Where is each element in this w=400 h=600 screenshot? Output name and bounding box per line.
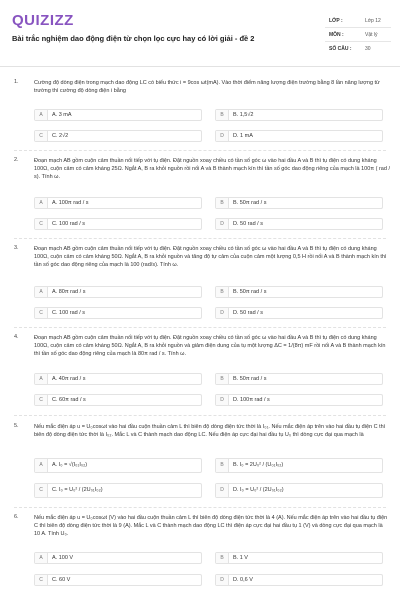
option-a[interactable] [34, 197, 202, 209]
question-text: Đoạn mạch AB gồm cuộn cảm thuần nối tiếp với tụ điện. Đặt nguồn xoay chiều có tần số góc ω vào hai đầu A và B thì tụ điện có dung kháng 100Ω, cuộn cảm có cảm kháng 50Ω. Ngắt A, B ra khỏi nguồn và giảm điện dung của tụ một lượng ΔC = 1/(8π) mF rồi nối A và B thành mạch kín thì tần số góc dao động riêng của mạch là 80π rad / s. Tính ω. [34, 335, 386, 357]
option-b[interactable] [215, 458, 383, 473]
question-number: 3. [14, 245, 19, 251]
question-divider [14, 150, 386, 151]
option-d[interactable] [215, 394, 383, 406]
option-text: D. 0,6 V [233, 577, 253, 583]
option-text: B. 1 V [233, 555, 248, 561]
option-text: C. 2√2 [52, 133, 69, 139]
option-a[interactable] [34, 373, 202, 385]
option-c[interactable] [34, 307, 202, 319]
option-letter: B [216, 374, 229, 384]
option-text: C. I₀ = U₀² / (2U₀₁I₀₂) [52, 487, 103, 493]
option-letter: C [35, 575, 48, 585]
option-d[interactable] [215, 574, 383, 586]
question-divider [14, 238, 386, 239]
meta-class [325, 14, 391, 28]
option-letter: A [35, 553, 48, 563]
meta-count-label: SỐ CÂU : [329, 46, 352, 52]
option-b[interactable] [215, 286, 383, 298]
option-letter: D [216, 219, 229, 229]
option-a[interactable] [34, 552, 202, 564]
option-letter: D [216, 308, 229, 318]
option-letter: C [35, 131, 48, 141]
option-letter: A [35, 198, 48, 208]
option-text: C. 60π rad / s [52, 397, 86, 403]
option-b[interactable] [215, 109, 383, 121]
option-text: D. 50 rad / s [233, 221, 263, 227]
option-text: A. 40π rad / s [52, 376, 86, 382]
option-letter: C [35, 219, 48, 229]
option-letter: C [35, 395, 48, 405]
option-letter: A [35, 459, 48, 472]
option-a[interactable] [34, 458, 202, 473]
option-text: C. 100 rad / s [52, 310, 86, 316]
option-text: D. 50 rad / s [233, 310, 263, 316]
option-c[interactable] [34, 483, 202, 498]
option-text: D. I₀ = U₀² / (2U₀₁I₀₂) [233, 487, 284, 493]
meta-subject [325, 28, 391, 42]
option-text: A. 80π rad / s [52, 289, 86, 295]
meta-class-value: Lớp 12 [365, 18, 381, 24]
option-c[interactable] [34, 574, 202, 586]
option-d[interactable] [215, 130, 383, 142]
option-letter: D [216, 575, 229, 585]
option-letter: C [35, 308, 48, 318]
meta-subject-label: MÔN : [329, 32, 344, 38]
option-text: B. 50π rad / s [233, 289, 267, 295]
option-c[interactable] [34, 394, 202, 406]
question-number: 4. [14, 334, 19, 340]
option-letter: D [216, 484, 229, 497]
option-letter: B [216, 553, 229, 563]
question-number: 1. [14, 79, 19, 85]
option-d[interactable] [215, 218, 383, 230]
option-text: A. 100π rad / s [52, 200, 89, 206]
option-text: D. 100π rad / s [233, 397, 270, 403]
question-text: Đoạn mạch AB gồm cuộn cảm thuần nối tiếp với tụ điện. Đặt nguồn xoay chiều có tần số góc ω vào hai đầu A và B thì tụ điện có dung kháng 100Ω, cuộn cảm có cảm kháng 50Ω. Ngắt A, B ra khỏi nguồn và tăng độ tự cảm của cuộn cảm một lượng 0,5 H rồi nối A và B thành mạch kín thì tần số góc dao động riêng của mạch là 100 (rad/s). Tính ω. [34, 246, 387, 268]
option-a[interactable] [34, 286, 202, 298]
option-letter: D [216, 395, 229, 405]
option-text: A. I₀ = √(I₀₁I₀₂) [52, 462, 88, 468]
option-d[interactable] [215, 307, 383, 319]
option-letter: D [216, 131, 229, 141]
question-text: Nếu mắc điện áp u = U₀cosωt vào hai đầu cuộn thuần cảm L thì biên độ dòng điện tức thời là I₀₁. Nếu mắc điện áp trên vào hai đầu tụ điện C thì biên độ dòng điện tức thời là I₀₂. Mắc L và C thành mạch dao động LC. Nếu điện áp cực đại hai đầu tụ U₀ thì dòng cực đại qua mạch là [34, 424, 386, 438]
option-text: B. 1,5√2 [233, 112, 254, 118]
option-a[interactable] [34, 109, 202, 121]
option-b[interactable] [215, 373, 383, 385]
question-number: 2. [14, 157, 19, 163]
option-text: B. 50π rad / s [233, 200, 267, 206]
option-letter: A [35, 110, 48, 120]
option-text: B. I₀ = 2U₀² / (U₀₁I₀₂) [233, 462, 284, 468]
option-c[interactable] [34, 218, 202, 230]
question-number: 6. [14, 514, 19, 520]
option-text: C. 100 rad / s [52, 221, 86, 227]
option-text: B. 50π rad / s [233, 376, 267, 382]
option-text: C. 60 V [52, 577, 71, 583]
option-text: A. 3 mA [52, 112, 72, 118]
question-text: Cường độ dòng điện trong mạch dao động LC có biểu thức i = 9cos ωt(mA). Vào thời điểm năng lượng điện trường bằng 8 lần năng lượng từ trường thì cường độ dòng điện i bằng [34, 80, 380, 94]
meta-subject-value: Vật lý [365, 32, 378, 38]
meta-count-value: 30 [365, 46, 371, 52]
option-letter: B [216, 198, 229, 208]
option-letter: C [35, 484, 48, 497]
question-divider [14, 327, 386, 328]
option-letter: A [35, 374, 48, 384]
option-b[interactable] [215, 197, 383, 209]
option-letter: B [216, 287, 229, 297]
option-letter: B [216, 110, 229, 120]
option-d[interactable] [215, 483, 383, 498]
page-header [0, 0, 400, 62]
meta-count [325, 42, 391, 56]
option-text: A. 100 V [52, 555, 74, 561]
option-letter: B [216, 459, 229, 472]
option-text: D. 1 mA [233, 133, 253, 139]
question-text: Đoạn mạch AB gồm cuộn cảm thuần nối tiếp với tụ điện. Đặt nguồn xoay chiều có tần số góc ω vào hai đầu A và B thì tụ điện có dung kháng 100Ω, cuộn cảm có cảm kháng 25Ω. Ngắt A, B ra khỏi nguồn rồi nối A và B thành mạch kín thì tần số góc dao động riêng của mạch là 100π ( rad / s). Tính ω. [34, 158, 390, 180]
question-number: 5. [14, 423, 19, 429]
quizizz-logo: QUIZIZZ [12, 12, 74, 29]
option-b[interactable] [215, 552, 383, 564]
page-title: Bài trắc nghiệm dao động điện từ chọn lọc cực hay có lời giải - đề 2 [12, 34, 255, 43]
header-divider [0, 66, 400, 67]
option-letter: A [35, 287, 48, 297]
question-divider [14, 415, 386, 416]
question-text: Nếu mắc điện áp u = U₀cosωt (V) vào hai đầu cuộn thuần cảm L thì biên độ dòng điện tức thời là 4 (A). Nếu mắc điện áp trên vào hai đầu tụ điện C thì biên độ dòng điện tức thời là 9 (A). Mắc L và C thành mạch dao động LC thì điện áp cực đại hai đầu tụ 1 (V) và dòng cực đại qua mạch là 10 A. Tính U₀. [34, 515, 388, 537]
question-divider [14, 507, 386, 508]
option-c[interactable] [34, 130, 202, 142]
meta-class-label: LỚP : [329, 18, 343, 24]
